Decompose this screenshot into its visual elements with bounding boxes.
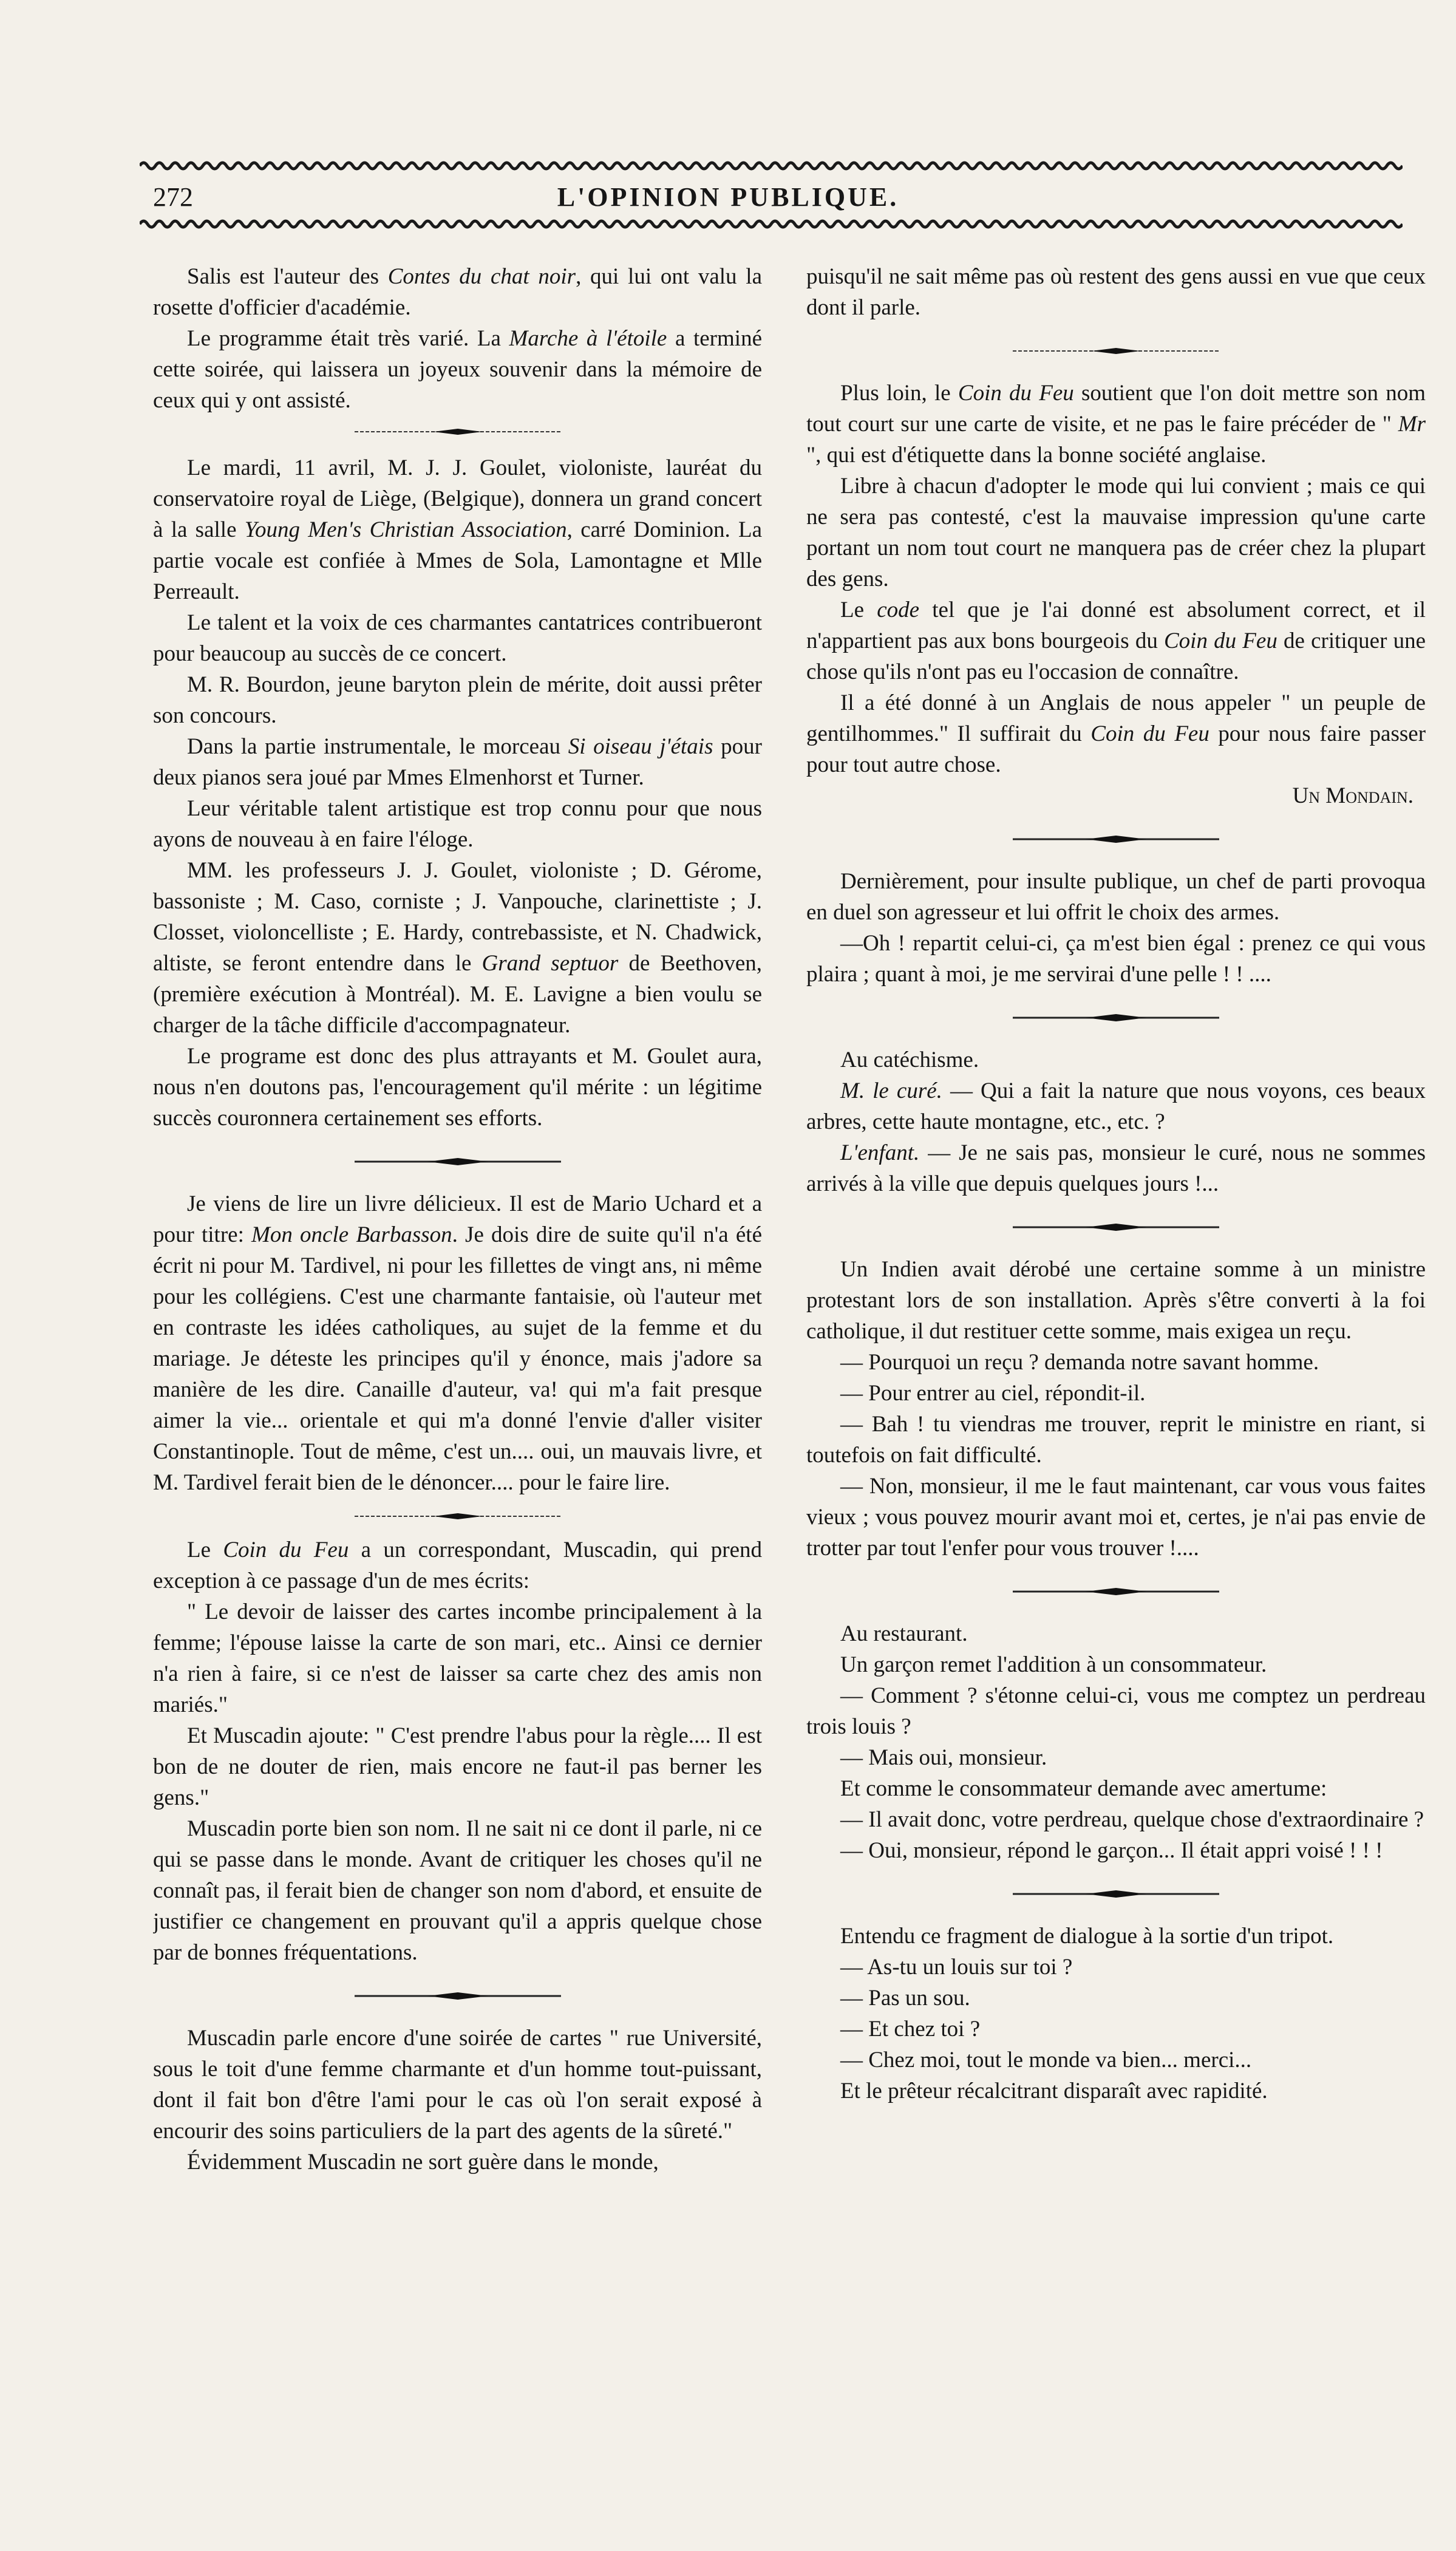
dialogue-line: — Pourquoi un reçu ? demanda notre savant homme. xyxy=(840,1350,1319,1375)
dialogue-line: — Il avait donc, votre perdreau, quelque chose d'extraordinaire ? xyxy=(840,1807,1424,1832)
section-separator xyxy=(153,1134,762,1188)
section-separator xyxy=(806,1564,1426,1618)
speaker: M. le curé. xyxy=(840,1078,942,1103)
publication-name: Coin du Feu xyxy=(1164,628,1277,653)
paragraph: M. R. Bourdon, jeune baryton plein de mérite, doit aussi prêter son concours. xyxy=(153,672,762,728)
dialogue-line: — As-tu un louis sur toi ? xyxy=(840,1955,1073,1980)
dialogue-line: — Pas un sou. xyxy=(840,1986,970,2011)
section-separator xyxy=(806,1199,1426,1254)
paragraph: Le programe est donc des plus attrayants et M. Goulet aura, nous n'en doutons pas, l'encouragement qu'il mérite : un légitime succès couronnera certainement ses efforts. xyxy=(153,1044,762,1131)
paragraph: Leur véritable talent artistique est trop connu pour que nous ayons de nouveau à en faire l'éloge. xyxy=(153,796,762,852)
dialogue-line: — Non, monsieur, il me le faut maintenant, car vous vous faites vieux ; vous pouvez mourir avant moi et, certes, je n'ai pas envie de trotter par tout l'enfer pour vous trouver !.... xyxy=(806,1474,1426,1561)
paragraph: Au catéchisme. xyxy=(840,1047,979,1072)
paragraph: Le code tel que je l'ai donné est absolument correct, et il n'appartient pas aux bons bourgeois du Coin du Feu de critiquer une chose qu'ils n'ont pas eu l'occasion de connaître. xyxy=(806,598,1426,684)
paragraph: Il a été donné à un Anglais de nous appeler " un peuple de gentilhommes." Il suffirait du Coin du Feu pour nous faire passer pour tout autre chose. xyxy=(806,690,1426,777)
publication-name: Coin du Feu xyxy=(223,1538,349,1562)
section-separator xyxy=(153,1968,762,2023)
paragraph: Le programme était très varié. La Marche à l'étoile a terminé cette soirée, qui laissera un joyeux souvenir dans la mémoire de ceux qui y ont assisté. xyxy=(153,326,762,413)
section-separator xyxy=(153,416,762,452)
piece-title: Si oiseau j'étais xyxy=(568,734,713,759)
book-title: Contes du chat noir xyxy=(387,264,576,289)
section-separator xyxy=(806,323,1426,378)
quotation: " Le devoir de laisser des cartes incombe principalement à la femme; l'épouse laisse la carte de son mari, etc.. Ainsi ce dernier n'a rien à faire, si ce n'est de laisser sa carte chez des amis non mariés." xyxy=(153,1599,762,1717)
paragraph: Salis est l'auteur des Contes du chat noir, qui lui ont valu la rosette d'officier d'académie. xyxy=(153,264,762,320)
publication-name: Coin du Feu xyxy=(1090,721,1209,746)
dialogue-line: — Pour entrer au ciel, répondit-il. xyxy=(840,1381,1146,1406)
section-separator xyxy=(806,1866,1426,1921)
work-title: Marche à l'étoile xyxy=(509,326,667,351)
paragraph: Dans la partie instrumentale, le morceau Si oiseau j'étais pour deux pianos sera joué par Mmes Elmenhorst et Turner. xyxy=(153,734,762,790)
page-number: 272 xyxy=(153,182,193,212)
journal-title: L'OPINION PUBLIQUE. xyxy=(557,182,899,212)
paragraph: Dernièrement, pour insulte publique, un chef de parti provoqua en duel son agresseur et lui offrit le choix des armes. xyxy=(806,869,1426,925)
speaker: L'enfant. xyxy=(840,1140,920,1165)
paragraph: L'enfant. — Je ne sais pas, monsieur le curé, nous ne sommes arrivés à la ville que depuis quelques jours !... xyxy=(806,1140,1426,1196)
paragraph: Le talent et la voix de ces charmantes cantatrices contribueront pour beaucoup au succès de ce concert. xyxy=(153,610,762,666)
paragraph: Plus loin, le Coin du Feu soutient que l'on doit mettre son nom tout court sur une carte de visite, et ne pas le faire précéder de " Mr ", qui est d'étiquette dans la bonne société anglaise. xyxy=(806,381,1426,468)
dialogue-line: — Chez moi, tout le monde va bien... merci... xyxy=(840,2048,1252,2072)
paragraph: Le Coin du Feu a un correspondant, Muscadin, qui prend exception à ce passage d'un de mes écrits: xyxy=(153,1538,762,1593)
bottom-wavy-rule xyxy=(140,216,1403,232)
paragraph: puisqu'il ne sait même pas où restent des gens aussi en vue que ceux dont il parle. xyxy=(806,264,1426,320)
paragraph: Et Muscadin ajoute: " C'est prendre l'abus pour la règle.... Il est bon de ne douter de rien, mais encore ne faut-il pas berner les gens." xyxy=(153,1723,762,1810)
paragraph: Au restaurant. xyxy=(840,1621,968,1646)
paragraph: Et le prêteur récalcitrant disparaît avec rapidité. xyxy=(840,2079,1268,2103)
venue-name: Young Men's Christian Association xyxy=(244,517,567,542)
signature: Un Mondain. xyxy=(1292,783,1413,808)
publication-name: Coin du Feu xyxy=(958,381,1074,406)
paragraph: Et comme le consommateur demande avec amertume: xyxy=(840,1776,1327,1801)
right-column xyxy=(806,261,1426,2496)
dialogue-line: — Mais oui, monsieur. xyxy=(840,1745,1047,1770)
paragraph: Muscadin parle encore d'une soirée de cartes " rue Université, sous le toit d'une femme charmante et d'un homme tout-puissant, dont il fait bon d'être l'ami pour le cas où l'on serait exposé à encourir des soins particuliers de la part des agents de la sûreté." xyxy=(153,2026,762,2144)
paragraph: Le mardi, 11 avril, M. J. J. Goulet, violoniste, lauréat du conservatoire royal de Liège, (Belgique), donnera un grand concert à la salle Young Men's Christian Association, carré Dominion. La partie vocale est confiée à Mmes de Sola, Lamontagne et Mlle Perreault. xyxy=(153,455,762,604)
book-title: Mon oncle Barbasson xyxy=(251,1222,452,1247)
paragraph: M. le curé. — Qui a fait la nature que nous voyons, ces beaux arbres, cette haute montagne, etc., etc. ? xyxy=(806,1078,1426,1134)
paragraph: Entendu ce fragment de dialogue à la sortie d'un tripot. xyxy=(840,1924,1334,1949)
section-separator xyxy=(153,1498,762,1534)
section-separator xyxy=(806,990,1426,1044)
paragraph: MM. les professeurs J. J. Goulet, violoniste ; D. Gérome, bassoniste ; M. Caso, corniste ; J. Vanpouche, clarinettiste ; J. Closset, violoncelliste ; E. Hardy, contrebassiste, et N. Chadwick, altiste, se feront entendre dans le Grand septuor de Beethoven, (première exécution à Montréal). M. E. Lavigne a bien voulu se charger de la tâche difficile d'accompagnateur. xyxy=(153,858,762,1038)
dialogue-line: — Comment ? s'étonne celui-ci, vous me comptez un perdreau trois louis ? xyxy=(806,1683,1426,1739)
dialogue-line: — Et chez toi ? xyxy=(840,2017,981,2042)
top-wavy-rule xyxy=(140,158,1403,174)
left-column xyxy=(153,261,762,2496)
piece-title: Grand septuor xyxy=(481,951,619,976)
paragraph: —Oh ! repartit celui-ci, ça m'est bien égal : prenez ce qui vous plaira ; quant à moi, je me servirai d'une pelle ! ! .... xyxy=(806,931,1426,987)
paragraph: Libre à chacun d'adopter le mode qui lui convient ; mais ce qui ne sera pas contesté, c'est la mauvaise impression qu'une carte portant un nom tout court ne manquera pas de créer chez la plupart des gens. xyxy=(806,474,1426,591)
paragraph: Un garçon remet l'addition à un consommateur. xyxy=(840,1652,1267,1677)
paragraph: Évidemment Muscadin ne sort guère dans le monde, xyxy=(187,2150,659,2175)
paragraph: Muscadin porte bien son nom. Il ne sait ni ce dont il parle, ni ce qui se passe dans le monde. Avant de critiquer les choses qu'il ne connaît pas, il ferait bien de changer son nom d'abord, et ensuite de justifier ce changement en prouvant qu'il a appris quelque chose par de bonnes fréquentations. xyxy=(153,1816,762,1965)
dialogue-line: — Oui, monsieur, répond le garçon... Il était appri voisé ! ! ! xyxy=(840,1838,1383,1863)
paragraph: Je viens de lire un livre délicieux. Il est de Mario Uchard et a pour titre: Mon oncle Barbasson. Je dois dire de suite qu'il n'a été écrit ni pour M. Tardivel, ni pour les fillettes de vingt ans, ni même pour les collégiens. C'est une charmante fantaisie, où l'auteur met en contraste les idées catholiques, au sujet de la femme et du mariage. Je déteste les principes qu'il y énonce, mais j'adore sa manière de les dire. Canaille d'auteur, va! qui m'a fait presque aimer la vie... orientale et qui m'a donné l'envie d'aller visiter Constantinople. Tout de même, c'est un.... oui, un mauvais livre, et M. Tardivel ferait bien de le dénoncer.... pour le faire lire. xyxy=(153,1191,762,1495)
dialogue-line: — Bah ! tu viendras me trouver, reprit le ministre en riant, si toutefois on fait difficulté. xyxy=(806,1412,1426,1468)
paragraph: Un Indien avait dérobé une certaine somme à un ministre protestant lors de son installation. Après s'être converti à la foi catholique, il dut restituer cette somme, mais exigea un reçu. xyxy=(806,1257,1426,1344)
section-separator xyxy=(806,811,1426,866)
